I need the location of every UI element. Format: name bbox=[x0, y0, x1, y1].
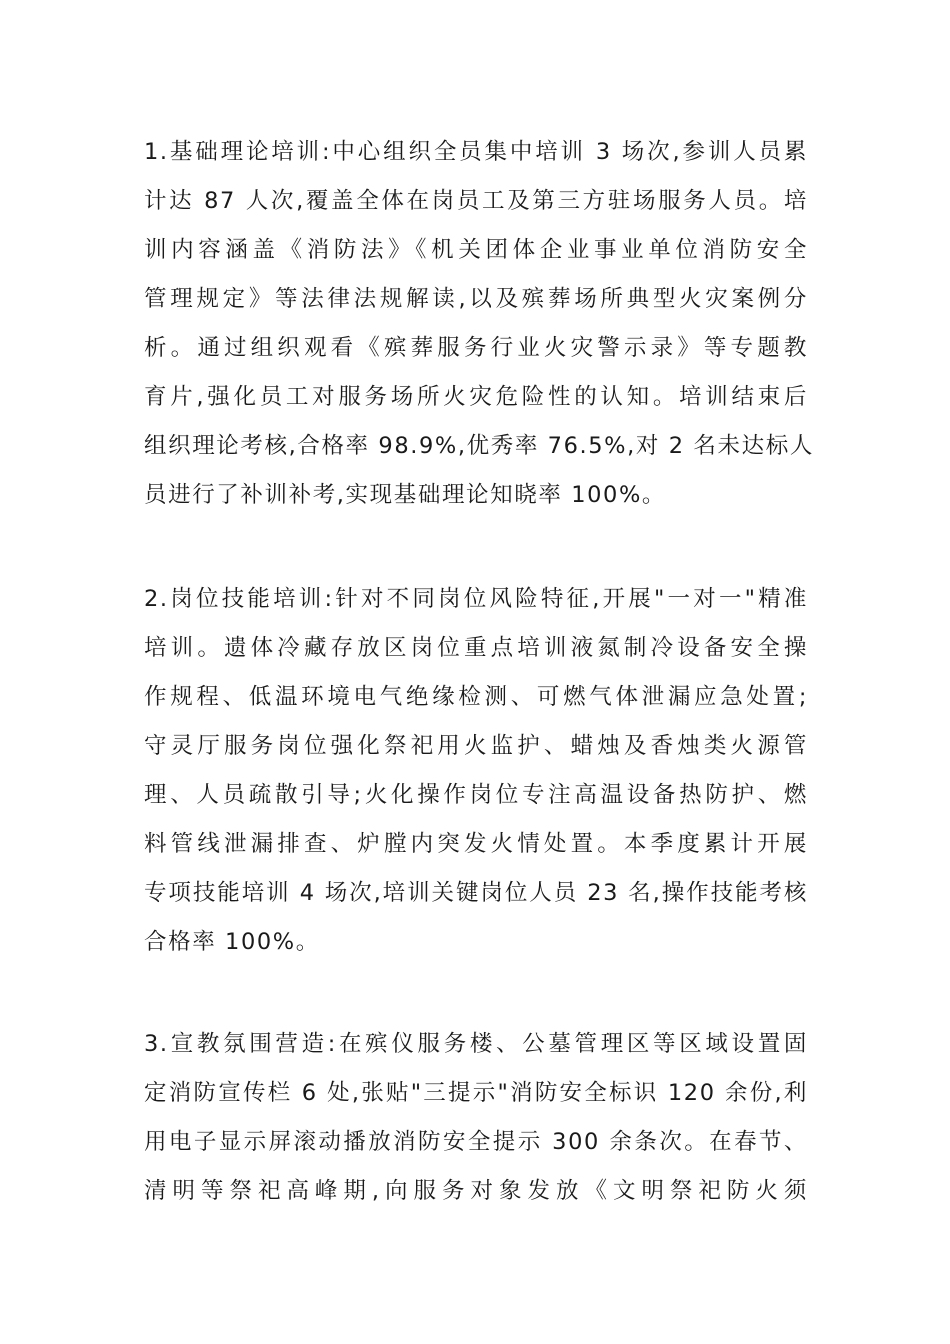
text-line: 育片,强化员工对服务场所火灾危险性的认知。培训结束后 bbox=[144, 384, 808, 410]
text-line: 管理规定》等法律法规解读,以及殡葬场所典型火灾案例分 bbox=[144, 286, 808, 312]
text-line: 清明等祭祀高峰期,向服务对象发放《文明祭祀防火须 bbox=[144, 1178, 808, 1204]
text-line: 3.宣教氛围营造:在殡仪服务楼、公墓管理区等区域设置固 bbox=[144, 1031, 808, 1057]
text-line: 培训。遗体冷藏存放区岗位重点培训液氮制冷设备安全操 bbox=[144, 635, 808, 661]
text-line: 组织理论考核,合格率 98.9%,优秀率 76.5%,对 2 名未达标人 bbox=[144, 433, 814, 459]
text-line: 员进行了补训补考,实现基础理论知晓率 100%。 bbox=[144, 482, 667, 508]
text-line: 用电子显示屏滚动播放消防安全提示 300 余条次。在春节、 bbox=[144, 1129, 808, 1155]
paragraph-job-skills-training bbox=[144, 575, 808, 967]
text-line: 作规程、低温环境电气绝缘检测、可燃气体泄漏应急处置; bbox=[144, 684, 808, 710]
text-line: 计达 87 人次,覆盖全体在岗员工及第三方驻场服务人员。培 bbox=[144, 188, 808, 214]
text-line: 合格率 100%。 bbox=[144, 929, 320, 955]
text-line: 2.岗位技能培训:针对不同岗位风险特征,开展"一对一"精准 bbox=[144, 586, 808, 612]
text-line: 定消防宣传栏 6 处,张贴"三提示"消防安全标识 120 余份,利 bbox=[144, 1080, 808, 1106]
paragraph-basic-theory-training bbox=[144, 128, 814, 520]
text-line: 料管线泄漏排查、炉膛内突发火情处置。本季度累计开展 bbox=[144, 831, 808, 857]
text-line: 析。通过组织观看《殡葬服务行业火灾警示录》等专题教 bbox=[144, 335, 808, 361]
text-line: 专项技能培训 4 场次,培训关键岗位人员 23 名,操作技能考核 bbox=[144, 880, 808, 906]
text-line: 守灵厅服务岗位强化祭祀用火监护、蜡烛及香烛类火源管 bbox=[144, 733, 808, 759]
text-line: 1.基础理论培训:中心组织全员集中培训 3 场次,参训人员累 bbox=[144, 139, 808, 165]
paragraph-publicity-atmosphere bbox=[144, 1020, 808, 1216]
text-line: 理、人员疏散引导;火化操作岗位专注高温设备热防护、燃 bbox=[144, 782, 808, 808]
text-line: 训内容涵盖《消防法》《机关团体企业事业单位消防安全 bbox=[144, 237, 808, 263]
